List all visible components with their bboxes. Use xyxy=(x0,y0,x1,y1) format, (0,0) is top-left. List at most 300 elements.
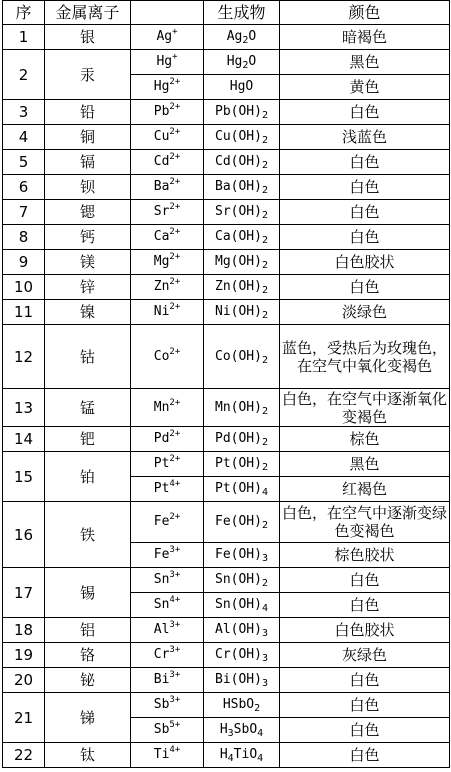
metal-name-text: 镁 xyxy=(79,253,95,271)
metal-name xyxy=(45,275,131,300)
row-index xyxy=(3,452,45,502)
ion-charge: 4+ xyxy=(169,745,181,755)
ion-symbol: Bi xyxy=(153,672,170,687)
row-index xyxy=(3,325,45,389)
ion-formula xyxy=(131,718,204,743)
metal-name-text: 汞 xyxy=(79,65,95,84)
product-base: Sn(OH) xyxy=(215,572,262,587)
product-formula-cell xyxy=(204,477,280,502)
row-index xyxy=(3,618,45,643)
row-index xyxy=(3,175,45,200)
row-index xyxy=(3,225,45,250)
metal-name xyxy=(45,389,131,427)
table-row xyxy=(3,743,450,768)
metal-name-text: 铂 xyxy=(79,467,95,486)
product-formula-cell xyxy=(204,718,280,743)
ion-symbol: Sb xyxy=(153,697,170,712)
ion-symbol: Hg xyxy=(153,79,170,94)
product-formula-cell xyxy=(204,593,280,618)
ion-charge: 3+ xyxy=(169,645,181,655)
product-formula-cell xyxy=(204,75,280,100)
product-subscript: 2 xyxy=(261,520,268,531)
metal-name xyxy=(45,618,131,643)
product-subscript: 3 xyxy=(261,678,268,689)
ion-formula xyxy=(131,325,204,389)
precipitate-color-text: 黄色 xyxy=(349,78,380,96)
precipitate-color xyxy=(280,593,450,618)
metal-name xyxy=(45,200,131,225)
ion-formula xyxy=(131,275,204,300)
product-subscript: 4 xyxy=(261,487,268,498)
product-formula xyxy=(215,104,262,119)
table-row xyxy=(3,250,450,275)
precipitate-color-text: 白色 xyxy=(349,203,380,221)
ion-formula xyxy=(131,125,204,150)
ion-symbol: Pd xyxy=(153,431,170,446)
product-base: Co(OH) xyxy=(215,348,262,364)
row-index-text: 18 xyxy=(13,621,34,639)
ion-formula xyxy=(131,300,204,325)
row-index-text: 13 xyxy=(13,398,34,417)
metal-name-text: 钡 xyxy=(79,178,95,196)
ion-formula xyxy=(131,643,204,668)
product-formula xyxy=(215,647,262,662)
ion-symbol: Sn xyxy=(153,572,170,587)
product-formula-cell xyxy=(204,427,280,452)
precipitate-color-text: 白色 xyxy=(349,228,380,246)
ion-charge: 3+ xyxy=(169,695,181,705)
ion-charge: + xyxy=(172,27,178,37)
precipitate-color-text: 白色 xyxy=(349,671,380,689)
product-base: Fe(OH) xyxy=(215,547,262,562)
ion-charge: 2+ xyxy=(169,397,181,408)
precipitate-color xyxy=(280,275,450,300)
precipitate-color xyxy=(280,477,450,502)
row-index-text: 19 xyxy=(13,646,34,664)
product-formula xyxy=(215,179,262,194)
precipitate-color xyxy=(280,643,450,668)
row-index xyxy=(3,150,45,175)
ion-formula xyxy=(131,50,204,75)
precipitate-color xyxy=(280,250,450,275)
precipitate-color xyxy=(280,693,450,718)
row-index xyxy=(3,125,45,150)
row-index xyxy=(3,693,45,743)
product-subscript: 4 xyxy=(257,728,264,739)
table-row xyxy=(3,643,450,668)
precipitate-color-text: 棕色胶状 xyxy=(334,546,395,564)
product-subscript: 2 xyxy=(261,285,268,296)
product-formula xyxy=(215,349,262,364)
row-index xyxy=(3,200,45,225)
table-row xyxy=(3,225,450,250)
precipitate-color-text: 白色 xyxy=(349,571,380,589)
product-formula-cell xyxy=(204,502,280,543)
row-index xyxy=(3,100,45,125)
row-index xyxy=(3,275,45,300)
product-formula xyxy=(215,279,262,294)
product-formula xyxy=(215,672,262,687)
ion-formula xyxy=(131,568,204,593)
metal-name-text: 铜 xyxy=(79,128,95,146)
ion-formula xyxy=(131,150,204,175)
product-formula xyxy=(215,304,262,319)
ion-formula xyxy=(131,452,204,477)
table-row xyxy=(3,50,450,75)
product-tail: O xyxy=(248,29,257,44)
ion-charge: 4+ xyxy=(169,595,181,605)
header-color: 颜色 xyxy=(280,1,450,25)
precipitate-color-text: 浅蓝色 xyxy=(341,128,387,146)
metal-name xyxy=(45,502,131,568)
product-subscript: 2 xyxy=(261,578,268,589)
product-formula-cell xyxy=(204,668,280,693)
product-formula-cell xyxy=(204,25,280,50)
precipitate-color-text: 白色 xyxy=(349,696,380,714)
product-formula xyxy=(215,547,262,562)
product-formula-cell xyxy=(204,100,280,125)
product-formula xyxy=(215,254,262,269)
header-product: 生成物 xyxy=(204,1,280,25)
metal-name xyxy=(45,568,131,618)
product-base: Pt(OH) xyxy=(215,456,262,471)
ion-symbol: Al xyxy=(153,622,170,637)
product-formula xyxy=(215,481,262,496)
metal-name-text: 银 xyxy=(79,28,95,46)
ion-charge: 2+ xyxy=(169,512,181,522)
product-subscript: 3 xyxy=(261,628,268,639)
row-index xyxy=(3,743,45,768)
product-base: HgO xyxy=(229,79,254,94)
product-formula-cell xyxy=(204,150,280,175)
precipitate-color xyxy=(280,452,450,477)
product-subscript: 2 xyxy=(242,60,249,71)
precipitate-color-text: 白色，在空气中逐渐氧化变褐色 xyxy=(281,389,447,426)
row-index-text: 1 xyxy=(18,28,29,46)
ion-charge: 3+ xyxy=(169,570,181,580)
table-row xyxy=(3,502,450,543)
row-index-text: 3 xyxy=(18,103,29,121)
metal-name xyxy=(45,175,131,200)
product-formula xyxy=(215,431,262,446)
table-row xyxy=(3,25,450,50)
row-index xyxy=(3,427,45,452)
row-index-text: 9 xyxy=(18,253,29,271)
precipitate-color xyxy=(280,389,450,427)
ion-charge: 2+ xyxy=(169,346,181,357)
table-row xyxy=(3,389,450,427)
product-formula xyxy=(227,29,243,44)
ion-formula xyxy=(131,743,204,768)
precipitate-color xyxy=(280,618,450,643)
precipitate-color xyxy=(280,175,450,200)
row-index xyxy=(3,300,45,325)
precipitate-color-text: 白色 xyxy=(349,278,380,296)
product-formula-cell xyxy=(204,275,280,300)
ion-formula xyxy=(131,100,204,125)
metal-name xyxy=(45,250,131,275)
product-base: Cr(OH) xyxy=(215,647,262,662)
product-subscript: 2 xyxy=(242,35,249,46)
metal-name-text: 锌 xyxy=(79,278,95,296)
ion-formula xyxy=(131,25,204,50)
header-row xyxy=(3,1,450,25)
product-subscript: 2 xyxy=(261,260,268,271)
table-row xyxy=(3,300,450,325)
product-base: Hg xyxy=(226,54,243,69)
metal-name-text: 钴 xyxy=(79,347,95,366)
product-formula-cell xyxy=(204,50,280,75)
metal-name-text: 钙 xyxy=(79,228,95,246)
precipitate-color-text: 灰绿色 xyxy=(341,646,387,664)
metal-name xyxy=(45,100,131,125)
precipitate-color-text: 淡绿色 xyxy=(341,303,387,321)
metal-name xyxy=(45,643,131,668)
metal-name-text: 镉 xyxy=(79,153,95,171)
ion-charge: 2+ xyxy=(169,127,181,137)
ion-charge: 4+ xyxy=(169,479,181,489)
product-subscript: 2 xyxy=(261,110,268,121)
precipitate-color-text: 黑色 xyxy=(349,53,380,71)
product-subscript: 2 xyxy=(261,185,268,196)
product-formula xyxy=(215,229,262,244)
row-index-text: 12 xyxy=(13,347,34,366)
precipitate-color-text: 黑色 xyxy=(349,455,380,473)
table-row xyxy=(3,200,450,225)
product-base: Pd(OH) xyxy=(215,431,262,446)
product-base: Fe(OH) xyxy=(215,514,262,529)
product-subscript: 2 xyxy=(254,703,261,714)
row-index-text: 6 xyxy=(18,178,29,196)
metal-name xyxy=(45,300,131,325)
precipitate-color-text: 白色胶状 xyxy=(334,621,395,639)
metal-name-text: 锶 xyxy=(79,203,95,221)
ion-charge: 3+ xyxy=(169,620,181,630)
precipitate-color-text: 红褐色 xyxy=(341,480,387,498)
precipitate-color-text: 白色 xyxy=(349,746,380,764)
metal-name xyxy=(45,743,131,768)
metal-name-text: 铅 xyxy=(79,103,95,121)
ion-formula xyxy=(131,543,204,568)
metal-name-text: 锡 xyxy=(79,583,95,602)
ion-symbol: Ca xyxy=(153,229,170,244)
ion-formula xyxy=(131,693,204,718)
product-base: Bi(OH) xyxy=(215,672,262,687)
precipitate-color-text: 白色 xyxy=(349,721,380,739)
product-formula-cell xyxy=(204,743,280,768)
precipitate-color xyxy=(280,50,450,75)
ion-symbol: Sb xyxy=(153,722,170,737)
product-subscript: 2 xyxy=(261,135,268,146)
ion-charge: 2+ xyxy=(169,177,181,187)
product-base: Mn(OH) xyxy=(215,399,262,415)
ion-symbol: Ti xyxy=(153,747,170,762)
product-base: Ba(OH) xyxy=(215,179,262,194)
ion-formula xyxy=(131,593,204,618)
product-base: Zn(OH) xyxy=(215,279,262,294)
product-subscript: 4 xyxy=(257,753,264,764)
ion-formula xyxy=(131,668,204,693)
product-formula: $H_3SbO$ xyxy=(219,722,258,739)
product-formula-cell xyxy=(204,543,280,568)
product-formula-cell xyxy=(204,200,280,225)
row-index xyxy=(3,502,45,568)
metal-name xyxy=(45,125,131,150)
table-row xyxy=(3,150,450,175)
metal-name-text: 镍 xyxy=(79,303,95,321)
product-subscript: 2 xyxy=(261,235,268,246)
ion-symbol: Pb xyxy=(153,104,170,119)
ion-symbol: Cr xyxy=(153,647,170,662)
metal-name xyxy=(45,50,131,100)
header-index: 序 xyxy=(3,1,45,25)
product-base: Mg(OH) xyxy=(215,254,262,269)
product-formula-cell xyxy=(204,125,280,150)
precipitate-color xyxy=(280,502,450,543)
metal-name-text: 钯 xyxy=(79,430,95,448)
product-formula-cell xyxy=(204,643,280,668)
product-formula xyxy=(215,204,262,219)
table-row xyxy=(3,452,450,477)
precipitate-color xyxy=(280,150,450,175)
ion-formula xyxy=(131,75,204,100)
precipitate-color-text: 蓝色，受热后为玫瑰色，在空气中氧化变褐色 xyxy=(281,338,447,375)
ion-charge: 2+ xyxy=(169,429,181,439)
row-index-text: 7 xyxy=(18,203,29,221)
table-row xyxy=(3,568,450,593)
precipitate-color-text: 暗褐色 xyxy=(341,28,387,46)
ion-charge: 2+ xyxy=(169,202,181,212)
product-subscript: 2 xyxy=(261,462,268,473)
product-base: Ag xyxy=(226,29,243,44)
ion-symbol: Hg xyxy=(156,54,173,69)
product-subscript: 3 xyxy=(261,653,268,664)
metal-name-text: 铋 xyxy=(79,671,95,689)
row-index-text: 21 xyxy=(13,708,34,727)
metal-name xyxy=(45,452,131,502)
precipitate-color-text: 白色 xyxy=(349,153,380,171)
row-index-text: 11 xyxy=(13,303,34,321)
product-subscript: 2 xyxy=(261,405,268,417)
product-formula-cell xyxy=(204,452,280,477)
product-base: Cd(OH) xyxy=(215,154,262,169)
product-formula xyxy=(215,622,262,637)
ion-charge: 5+ xyxy=(169,720,181,730)
precipitate-color-text: 白色 xyxy=(349,178,380,196)
row-index-text: 14 xyxy=(13,430,34,448)
product-formula-cell xyxy=(204,389,280,427)
product-formula-cell xyxy=(204,568,280,593)
precipitate-color xyxy=(280,300,450,325)
ion-charge: 2+ xyxy=(169,102,181,112)
precipitate-color-text: 白色 xyxy=(349,103,380,121)
product-subscript: 2 xyxy=(261,210,268,221)
row-index-text: 17 xyxy=(13,583,34,602)
ion-symbol: Ba xyxy=(153,179,170,194)
metal-name xyxy=(45,225,131,250)
ion-symbol: Sr xyxy=(153,204,170,219)
precipitate-color-text: 白色 xyxy=(349,596,380,614)
metal-name-text: 钛 xyxy=(79,746,95,764)
product-formula xyxy=(230,79,253,94)
precipitate-color xyxy=(280,325,450,389)
ion-symbol: Pt xyxy=(153,481,170,496)
precipitate-color xyxy=(280,668,450,693)
ion-formula xyxy=(131,200,204,225)
ion-charge: 2+ xyxy=(169,152,181,162)
ion-symbol: Sn xyxy=(153,597,170,612)
ion-formula xyxy=(131,225,204,250)
product-formula xyxy=(215,456,262,471)
row-index xyxy=(3,643,45,668)
row-index xyxy=(3,250,45,275)
product-base: Ca(OH) xyxy=(215,229,262,244)
product-subscript: 3 xyxy=(261,553,268,564)
product-formula-cell xyxy=(204,225,280,250)
row-index xyxy=(3,668,45,693)
row-index xyxy=(3,25,45,50)
precipitate-color xyxy=(280,568,450,593)
metal-name-text: 铁 xyxy=(79,525,95,544)
precipitate-color xyxy=(280,225,450,250)
ion-symbol: Cu xyxy=(153,129,170,144)
ion-formula xyxy=(131,427,204,452)
product-formula xyxy=(215,572,262,587)
ion-symbol: Pt xyxy=(153,456,170,471)
product-formula xyxy=(215,154,262,169)
product-formula: $H_4TiO$ xyxy=(219,747,258,764)
product-base: Ni(OH) xyxy=(215,304,262,319)
metal-name-text: 铝 xyxy=(79,621,95,639)
precipitate-color xyxy=(280,427,450,452)
ion-symbol: Ni xyxy=(153,304,170,319)
precipitate-color xyxy=(280,718,450,743)
product-subscript: 2 xyxy=(261,160,268,171)
precipitate-color-text: 白色，在空气中逐渐变绿色变褐色 xyxy=(281,504,447,540)
product-base: HSbO xyxy=(222,697,255,712)
product-base: Cu(OH) xyxy=(215,129,262,144)
product-formula-cell xyxy=(204,175,280,200)
product-base: Sr(OH) xyxy=(215,204,262,219)
product-base: Al(OH) xyxy=(215,622,262,637)
table-row xyxy=(3,100,450,125)
product-subscript: 2 xyxy=(261,437,268,448)
product-base: Pt(OH) xyxy=(215,481,262,496)
row-index xyxy=(3,50,45,100)
ion-formula xyxy=(131,175,204,200)
precipitate-color xyxy=(280,25,450,50)
row-index-text: 8 xyxy=(18,228,29,246)
product-formula xyxy=(215,514,262,529)
metal-name xyxy=(45,668,131,693)
product-formula xyxy=(215,597,262,612)
row-index-text: 10 xyxy=(13,278,34,296)
product-subscript: 2 xyxy=(261,354,268,366)
ion-charge: 2+ xyxy=(169,277,181,287)
metal-name xyxy=(45,693,131,743)
table-row xyxy=(3,125,450,150)
ion-symbol: Ag xyxy=(156,29,173,44)
precipitate-color xyxy=(280,200,450,225)
ion-formula xyxy=(131,477,204,502)
row-index-text: 22 xyxy=(13,746,34,764)
row-index xyxy=(3,389,45,427)
row-index-text: 2 xyxy=(18,65,29,84)
product-base: Pb(OH) xyxy=(215,104,262,119)
metal-name-text: 铬 xyxy=(79,646,95,664)
product-formula xyxy=(215,129,262,144)
table-row xyxy=(3,325,450,389)
